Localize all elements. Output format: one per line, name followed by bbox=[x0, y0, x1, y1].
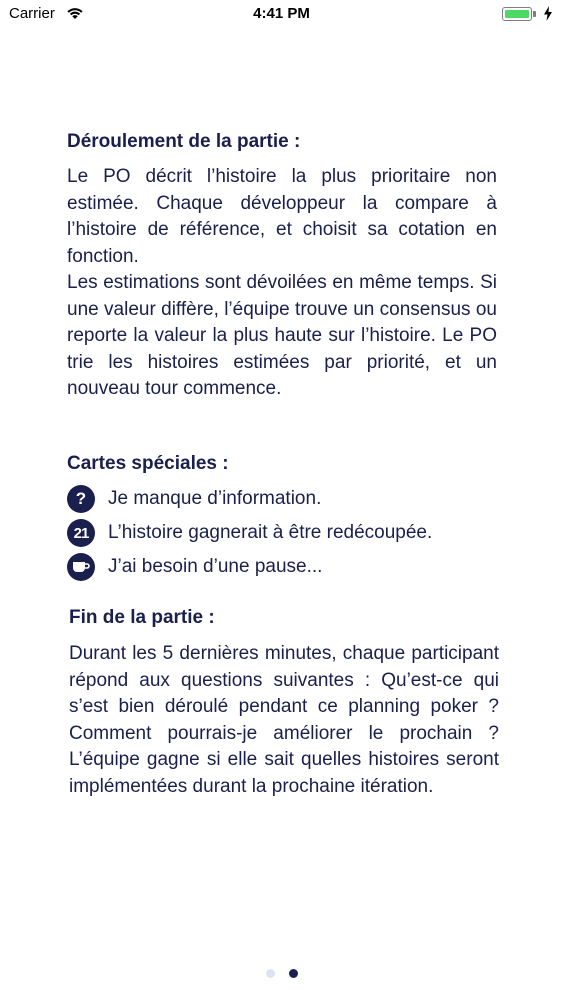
page-control[interactable] bbox=[0, 969, 563, 978]
page-dot-1[interactable] bbox=[266, 969, 275, 978]
coffee-cup-icon bbox=[67, 553, 95, 581]
question-icon: ? bbox=[67, 485, 95, 513]
list-item bbox=[67, 550, 497, 584]
list-item bbox=[67, 482, 497, 516]
section-deroulement bbox=[67, 130, 497, 403]
special-cards-list bbox=[67, 482, 497, 584]
carrier-label: Carrier bbox=[9, 5, 55, 22]
fin-paragraph: Durant les 5 dernières minutes, chaque participant répond aux questions suivantes : Qu’est-ce qui s’est bien déroulé pendant ce planning poker ? Comment pourrais-je améliorer le prochain ? L’équipe gagne si elle sait quelles histoires seront implémentées durant la prochaine itération. bbox=[69, 643, 499, 797]
deroulement-paragraph-1: Le PO décrit l’histoire la plus prioritaire non estimée. Chaque développeur la compare à l’histoire de référence, et choisit sa cotation en fonction. bbox=[67, 166, 497, 267]
section-cartes-speciales bbox=[67, 452, 497, 584]
status-bar bbox=[0, 0, 563, 30]
card-label: L’histoire gagnerait à être redécoupée. bbox=[108, 522, 433, 543]
card-label: J’ai besoin d’une pause... bbox=[108, 556, 323, 577]
section-fin-de-partie bbox=[69, 606, 499, 800]
number-21-icon: 21 bbox=[67, 519, 95, 547]
page-dot-2-current[interactable] bbox=[289, 969, 298, 978]
section-title-deroulement: Déroulement de la partie : bbox=[67, 131, 301, 152]
charging-icon bbox=[543, 6, 553, 26]
section-title-fin: Fin de la partie : bbox=[69, 607, 215, 628]
list-item bbox=[67, 516, 497, 550]
deroulement-paragraph-2: Les estimations sont dévoilées en même temps. Si une valeur diffère, l’équipe trouve un consensus ou reporte la valeur la plus haute sur l’histoire. Le PO trie les histoires estimées par priorité, et un nouveau tour commence. bbox=[67, 272, 497, 399]
battery-icon bbox=[502, 7, 532, 21]
section-title-cartes: Cartes spéciales : bbox=[67, 453, 229, 474]
clock-time: 4:41 PM bbox=[253, 5, 310, 22]
battery-cap bbox=[533, 11, 536, 17]
card-label: Je manque d’information. bbox=[108, 488, 322, 509]
